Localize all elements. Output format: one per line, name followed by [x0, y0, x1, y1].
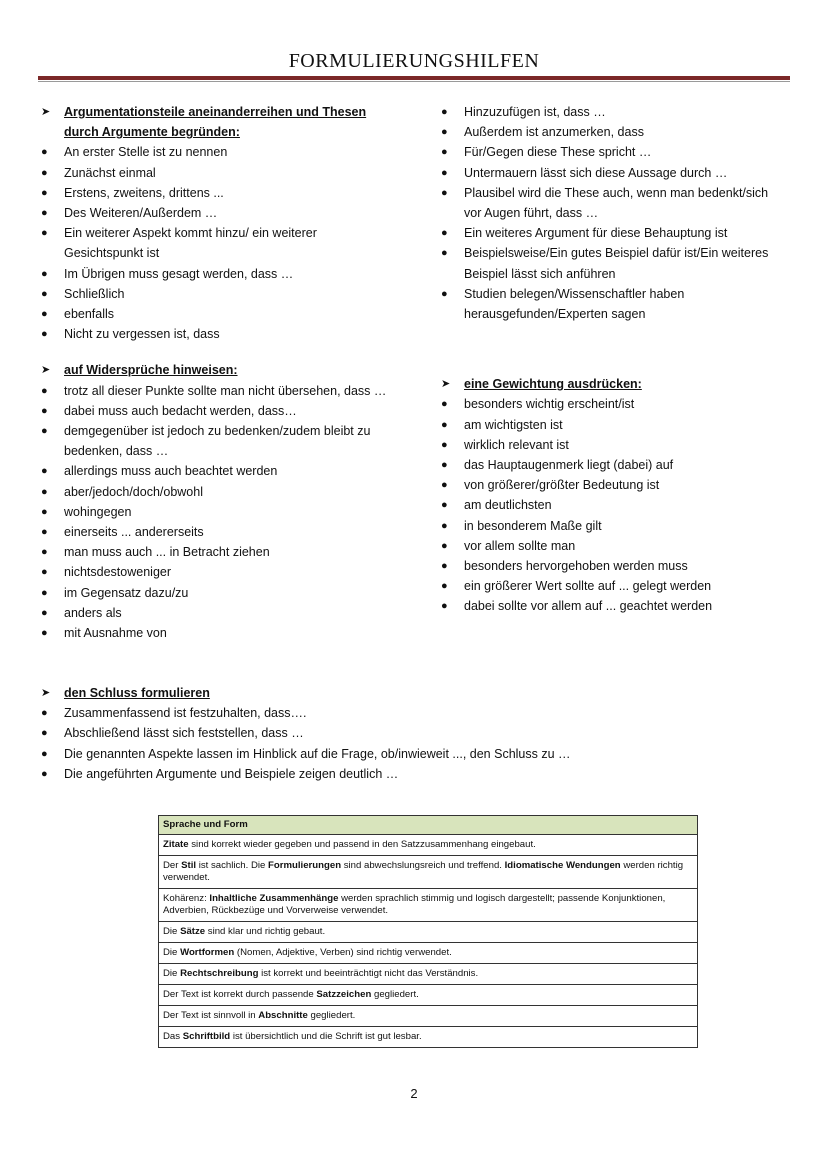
bullet-icon: ●: [41, 146, 48, 159]
bullet-icon: ●: [41, 566, 48, 579]
list-item: ● Ein weiteres Argument für diese Behauptung ist: [438, 223, 788, 243]
bullet-icon: ●: [441, 539, 448, 552]
bullet-icon: ●: [41, 727, 48, 740]
page-number: 2: [410, 1086, 418, 1101]
bullet-icon: ●: [441, 479, 448, 492]
list-item: ● vor allem sollte man: [438, 536, 788, 556]
list-item: ● An erster Stelle ist zu nennen: [38, 142, 398, 162]
list-item: ● Schließlich: [38, 284, 398, 304]
bullet-icon: ●: [41, 186, 48, 199]
list-item: ● das Hauptaugenmerk liegt (dabei) auf: [438, 455, 788, 475]
list-item: ● nichtsdestoweniger: [38, 562, 398, 582]
right-column: [438, 102, 788, 617]
section-heading-text: eine Gewichtung ausdrücken:: [464, 377, 642, 392]
bottom-section: [38, 683, 798, 784]
bullet-icon: ●: [441, 126, 448, 139]
arrowhead-bullet-icon: ➤: [41, 106, 51, 118]
list-item: ● Im Übrigen muss gesagt werden, dass …: [38, 264, 398, 284]
bullet-icon: ●: [41, 465, 48, 478]
bullet-icon: ●: [41, 767, 48, 780]
bullet-icon: ●: [441, 499, 448, 512]
bullet-icon: ●: [41, 747, 48, 760]
table-row: Die Rechtschreibung ist korrekt und beeinträchtigt nicht das Verständnis.: [159, 964, 698, 985]
section-heading-text: den Schluss formulieren: [64, 686, 210, 700]
list-item: ● Für/Gegen diese These spricht …: [438, 142, 788, 162]
bullet-icon: ●: [441, 519, 448, 532]
list-item: ● Studien belegen/Wissenschaftler haben herausgefunden/Experten sagen: [438, 284, 788, 324]
table-row: Das Schriftbild ist übersichtlich und die Schrift ist gut lesbar.: [159, 1027, 698, 1048]
list-item: ● dabei sollte vor allem auf ... geachtet werden: [438, 596, 788, 616]
arrowhead-bullet-icon: ➤: [41, 687, 51, 699]
table-row: Der Text ist sinnvoll in Abschnitte gegliedert.: [159, 1006, 698, 1027]
list-item: ● Zusammenfassend ist festzuhalten, dass….: [38, 703, 798, 723]
list-item: ● Untermauern lässt sich diese Aussage durch …: [438, 163, 788, 183]
list-item: ● einerseits ... andererseits: [38, 522, 398, 542]
bullet-icon: ●: [441, 247, 448, 260]
bullet-icon: ●: [441, 438, 448, 451]
list-item: ● Beispielsweise/Ein gutes Beispiel dafür ist/Ein weiteres Beispiel lässt sich anführen: [438, 243, 788, 283]
section-heading-widersprueche: [38, 360, 398, 380]
bullet-icon: ●: [41, 485, 48, 498]
list-item: ● wirklich relevant ist: [438, 435, 788, 455]
list-item: ● am deutlichsten: [438, 495, 788, 515]
bullet-icon: ●: [441, 600, 448, 613]
bullet-icon: ●: [41, 227, 48, 240]
section-heading-argumentation: [38, 102, 398, 142]
bullet-icon: ●: [441, 459, 448, 472]
list-item: ● allerdings muss auch beachtet werden: [38, 461, 398, 481]
bullet-icon: ●: [41, 328, 48, 341]
list-item: ● von größerer/größter Bedeutung ist: [438, 475, 788, 495]
bullet-icon: ●: [41, 384, 48, 397]
list-item: ● anders als: [38, 603, 398, 623]
list-item: ● Außerdem ist anzumerken, dass: [438, 122, 788, 142]
list-item: ● Hinzuzufügen ist, dass …: [438, 102, 788, 122]
bullet-icon: ●: [441, 227, 448, 240]
list-item: ● Die genannten Aspekte lassen im Hinblick auf die Frage, ob/inwieweit ..., den Schluss zu …: [38, 744, 798, 764]
bullet-icon: ●: [41, 425, 48, 438]
bullet-icon: ●: [441, 146, 448, 159]
list-item: ● demgegenüber ist jedoch zu bedenken/zudem bleibt zu bedenken, dass …: [38, 421, 398, 461]
list-item: ● Plausibel wird die These auch, wenn man bedenkt/sich vor Augen führt, dass …: [438, 183, 788, 223]
bullet-icon: ●: [41, 166, 48, 179]
bullet-icon: ●: [441, 398, 448, 411]
section-heading-gewichtung: [438, 374, 788, 394]
bullet-icon: ●: [41, 707, 48, 720]
page-title: FORMULIERUNGSHILFEN: [288, 50, 540, 72]
table-header-cell: Sprache und Form: [159, 816, 698, 835]
list-item: ● Des Weiteren/Außerdem …: [38, 203, 398, 223]
list-item: ● Die angeführten Argumente und Beispiele zeigen deutlich …: [38, 764, 798, 784]
bullet-icon: ●: [41, 267, 48, 280]
title-rule: [38, 76, 790, 80]
bullet-icon: ●: [41, 404, 48, 417]
section-heading-text: auf Widersprüche hinweisen:: [64, 363, 238, 378]
table-row: Zitate sind korrekt wieder gegeben und passend in den Satzzusammenhang eingebaut.: [159, 835, 698, 856]
bullet-icon: ●: [41, 627, 48, 640]
list-item: ● Erstens, zweitens, drittens ...: [38, 183, 398, 203]
bullet-icon: ●: [41, 606, 48, 619]
bullet-icon: ●: [441, 287, 448, 300]
bullet-icon: ●: [41, 287, 48, 300]
list-item: ● Abschließend lässt sich feststellen, dass …: [38, 723, 798, 743]
list-item: ● trotz all dieser Punkte sollte man nicht übersehen, dass …: [38, 381, 398, 401]
section-heading-text: Argumentationsteile aneinanderreihen und Thesen durch Argumente begründen:: [64, 105, 367, 140]
list-item: ● man muss auch ... in Betracht ziehen: [38, 542, 398, 562]
left-column: [38, 102, 398, 643]
arrowhead-bullet-icon: ➤: [441, 378, 451, 391]
table-row: Kohärenz: Inhaltliche Zusammenhänge werden sprachlich stimmig und logisch dargestellt; passende Konjunktionen, Adverbien, Rückbezüge und Vorverweise verwendet.: [159, 889, 698, 922]
table-row: Der Stil ist sachlich. Die Formulierungen sind abwechslungsreich und treffend. Idiomatische Wendungen werden richtig verwendet.: [159, 856, 698, 889]
sprache-und-form-table: [158, 815, 698, 1048]
bullet-icon: ●: [41, 308, 48, 321]
title-rule-thin: [38, 81, 790, 82]
list-item: ● besonders hervorgehoben werden muss: [438, 556, 788, 576]
list-item: ● ein größerer Wert sollte auf ... gelegt werden: [438, 576, 788, 596]
bullet-icon: ●: [441, 186, 448, 199]
list-item: ● Zunächst einmal: [38, 163, 398, 183]
bullet-icon: ●: [441, 418, 448, 431]
bullet-icon: ●: [41, 526, 48, 539]
bullet-icon: ●: [41, 505, 48, 518]
bullet-icon: ●: [441, 166, 448, 179]
list-item: ● in besonderem Maße gilt: [438, 516, 788, 536]
list-item: ● Nicht zu vergessen ist, dass: [38, 324, 398, 344]
arrowhead-bullet-icon: ➤: [41, 364, 51, 377]
bullet-icon: ●: [441, 106, 448, 118]
list-item: ● dabei muss auch bedacht werden, dass…: [38, 401, 398, 421]
section-heading-schluss: [38, 683, 798, 703]
list-item: ● besonders wichtig erscheint/ist: [438, 394, 788, 414]
list-item: ● mit Ausnahme von: [38, 623, 398, 643]
list-item: ● aber/jedoch/doch/obwohl: [38, 482, 398, 502]
bullet-icon: ●: [441, 580, 448, 593]
table-row: Die Sätze sind klar und richtig gebaut.: [159, 922, 698, 943]
bullet-icon: ●: [41, 546, 48, 559]
list-item: ● am wichtigsten ist: [438, 415, 788, 435]
bullet-icon: ●: [441, 560, 448, 573]
list-item: ● Ein weiterer Aspekt kommt hinzu/ ein weiterer Gesichtspunkt ist: [38, 223, 398, 263]
bullet-icon: ●: [41, 586, 48, 599]
list-item: ● wohingegen: [38, 502, 398, 522]
list-item: ● im Gegensatz dazu/zu: [38, 583, 398, 603]
table-row: Der Text ist korrekt durch passende Satzzeichen gegliedert.: [159, 985, 698, 1006]
table-header-row: [159, 816, 698, 835]
bullet-icon: ●: [41, 207, 48, 220]
table-row: Die Wortformen (Nomen, Adjektive, Verben) sind richtig verwendet.: [159, 943, 698, 964]
list-item: ● ebenfalls: [38, 304, 398, 324]
